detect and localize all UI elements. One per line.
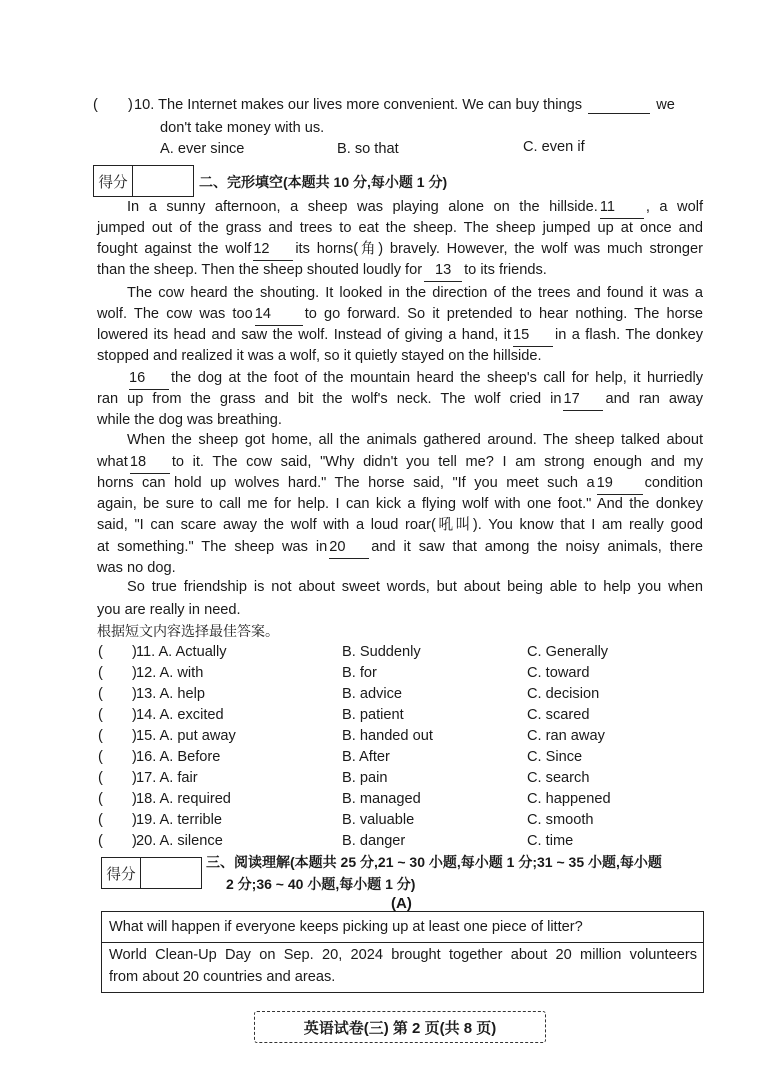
score-box-section3	[101, 857, 202, 889]
answer-paren-open: (	[98, 791, 103, 807]
passage-text: again, be sure to call me for help. I can kick a flying wolf with one foot." And the donkey	[97, 496, 703, 512]
option-c: C. smooth	[527, 812, 594, 828]
passage-line	[97, 600, 703, 621]
passage-text: at something." The sheep was in	[97, 539, 328, 555]
option-c: C. search	[527, 770, 590, 786]
answer-paren-open: (	[98, 686, 103, 702]
passage-line	[97, 260, 703, 282]
option-b: B. valuable	[342, 812, 415, 828]
option-a: 12. A. with	[136, 665, 204, 681]
passage-line	[127, 430, 703, 451]
cloze-blank[interactable]: 18	[130, 452, 170, 474]
passage-line	[127, 577, 703, 598]
part-label: (A)	[391, 895, 412, 912]
passage-line	[97, 346, 703, 367]
answer-paren-close: )	[132, 644, 137, 660]
passage-text: the dog at the foot of the mountain heard the sheep's call for help, it hurriedly	[171, 370, 703, 386]
cloze-blank[interactable]: 13	[424, 260, 462, 282]
option-c: C. ran away	[527, 728, 605, 744]
option-b: B. for	[342, 665, 377, 681]
passage-text: When the sheep got home, all the animals gathered around. The sheep talked about	[127, 432, 703, 448]
section2-heading: 二、完形填空(本题共 10 分,每小题 1 分)	[199, 174, 448, 190]
answer-paren-close: )	[132, 665, 137, 681]
passage-text: lowered its head and saw the wolf. Instead of giving a hand, it	[97, 327, 511, 343]
answer-paren-close: )	[128, 97, 133, 113]
passage-text: its horns(角) bravely. However, the wolf was much stronger	[295, 241, 703, 257]
passage-text: said, "I can scare away the wolf with a loud roar(吼叫). You know that I am really good	[97, 517, 703, 533]
reading-box	[101, 911, 704, 993]
option-row	[97, 747, 717, 768]
option-a: 16. A. Before	[136, 749, 221, 765]
passage-text: you are really in need.	[97, 602, 241, 618]
answer-paren-close: )	[132, 791, 137, 807]
option-row	[97, 726, 717, 747]
passage-line	[97, 494, 703, 515]
option-a: 13. A. help	[136, 686, 205, 702]
cloze-blank[interactable]: 17	[563, 389, 603, 411]
passage-line	[97, 515, 703, 536]
answer-paren-open: (	[98, 749, 103, 765]
q10-option-a: A. ever since	[160, 141, 245, 157]
passage-text: horns can hold up wolves hard." The horse said, "If you meet such a	[97, 475, 595, 491]
passage-text: The cow heard the shouting. It looked in the direction of the trees and found it was a	[127, 285, 703, 301]
cloze-blank[interactable]: 15	[513, 325, 553, 347]
passage-text: to go forward. So it pretended to hear nothing. The horse	[304, 306, 703, 322]
answer-paren-close: )	[132, 707, 137, 723]
cloze-blank[interactable]: 11	[600, 197, 644, 219]
score-input[interactable]	[141, 858, 201, 888]
reading-box-line1: World Clean-Up Day on Sep. 20, 2024 brought together about 20 million volunteers	[109, 947, 697, 963]
option-b: B. Suddenly	[342, 644, 421, 660]
passage-line	[97, 239, 703, 261]
option-row	[97, 810, 717, 831]
section3-heading-line1: 三、阅读理解(本题共 25 分,21 ~ 30 小题,每小题 1 分;31 ~ 35 小题,每小题	[206, 854, 662, 870]
reading-box-line2: from about 20 countries and areas.	[109, 969, 336, 985]
option-row	[97, 705, 717, 726]
answer-paren-close: )	[132, 728, 137, 744]
q10-stem: 10. The Internet makes our lives more convenient. We can buy things	[134, 97, 583, 113]
passage-line	[97, 558, 703, 579]
q10-blank[interactable]	[588, 97, 650, 114]
score-label: 得分	[94, 166, 133, 196]
option-row	[97, 768, 717, 789]
answer-paren-close: )	[132, 833, 137, 849]
passage-text: to its friends.	[464, 262, 547, 278]
option-c: C. happened	[527, 791, 611, 807]
answer-paren-close: )	[132, 770, 137, 786]
answer-paren-open: (	[98, 707, 103, 723]
passage-text: fought against the wolf	[97, 241, 252, 257]
q10-line2: don't take money with us.	[160, 120, 325, 136]
option-b: B. patient	[342, 707, 404, 723]
option-a: 15. A. put away	[136, 728, 236, 744]
cloze-blank[interactable]: 12	[253, 239, 293, 261]
passage-line	[97, 325, 703, 347]
passage-text: to it. The cow said, "Why didn't you tell me? I am strong enough and my	[171, 454, 703, 470]
cloze-blank[interactable]: 16	[129, 368, 169, 390]
passage-line	[97, 304, 703, 326]
passage-line	[97, 410, 703, 431]
option-c: C. Generally	[527, 644, 609, 660]
option-c: C. time	[527, 833, 574, 849]
answer-paren-open: (	[98, 770, 103, 786]
answer-paren-open: (	[98, 644, 103, 660]
passage-text: stopped and realized it was a wolf, so it quietly stayed on the hillside.	[97, 348, 542, 364]
option-c: C. toward	[527, 665, 590, 681]
option-b: B. pain	[342, 770, 388, 786]
option-row	[97, 684, 717, 705]
passage-line	[127, 283, 703, 304]
passage-line	[97, 452, 703, 474]
option-row	[97, 789, 717, 810]
option-c: C. decision	[527, 686, 600, 702]
answer-paren-close: )	[132, 812, 137, 828]
answer-paren-open: (	[98, 728, 103, 744]
option-b: B. danger	[342, 833, 406, 849]
answer-paren-open: (	[98, 665, 103, 681]
q10-option-c: C. even if	[523, 139, 585, 155]
answer-paren-close: )	[132, 749, 137, 765]
cloze-blank[interactable]: 14	[255, 304, 303, 326]
option-b: B. advice	[342, 686, 403, 702]
cloze-blank[interactable]: 19	[597, 473, 643, 495]
section3-heading-line2: 2 分;36 ~ 40 小题,每小题 1 分)	[226, 876, 416, 892]
q10-option-b: B. so that	[337, 141, 399, 157]
option-a: 20. A. silence	[136, 833, 223, 849]
passage-line	[97, 473, 703, 495]
score-label: 得分	[102, 858, 141, 888]
option-a: 17. A. fair	[136, 770, 198, 786]
option-row	[97, 831, 717, 852]
passage-line	[97, 218, 703, 239]
reading-box-title: What will happen if everyone keeps picking up at least one piece of litter?	[109, 919, 583, 935]
score-box-section2	[93, 165, 194, 197]
passage-line	[127, 197, 703, 219]
option-c: C. Since	[527, 749, 583, 765]
page-footer-text: 英语试卷(三) 第 2 页(共 8 页)	[303, 1019, 497, 1037]
q10-stem-end: we	[656, 97, 675, 113]
passage-text: jumped out of the grass and trees to eat the sheep. The sheep jumped up at once and	[97, 220, 703, 236]
passage-text: In a sunny afternoon, a sheep was playing alone on the hillside.	[127, 199, 598, 215]
passage-text: ran up from the grass and bit the wolf's neck. The wolf cried in	[97, 391, 562, 407]
answer-paren-open: (	[93, 97, 98, 113]
cloze-blank[interactable]: 20	[329, 537, 369, 559]
passage-text: , a wolf	[645, 199, 704, 215]
q10-line1	[134, 97, 675, 114]
page-footer	[254, 1011, 546, 1043]
reading-box-title-row	[102, 912, 703, 943]
passage-text: what	[97, 454, 128, 470]
passage-text: and ran away	[605, 391, 703, 407]
passage-line	[97, 537, 703, 559]
option-b: B. managed	[342, 791, 421, 807]
passage-text: while the dog was breathing.	[97, 412, 282, 428]
passage-text: and it saw that among the noisy animals, there	[371, 539, 704, 555]
score-input[interactable]	[133, 166, 193, 196]
passage-line	[127, 368, 703, 390]
option-row	[97, 642, 717, 663]
option-a: 19. A. terrible	[136, 812, 222, 828]
option-c: C. scared	[527, 707, 590, 723]
answer-paren-open: (	[98, 833, 103, 849]
option-row	[97, 663, 717, 684]
option-a: 14. A. excited	[136, 707, 224, 723]
option-b: B. handed out	[342, 728, 433, 744]
passage-text: was no dog.	[97, 560, 176, 576]
answer-paren-close: )	[132, 686, 137, 702]
passage-text: in a flash. The donkey	[554, 327, 703, 343]
passage-line	[97, 389, 703, 411]
option-a: 18. A. required	[136, 791, 231, 807]
passage-text: than the sheep. Then the sheep shouted loudly for	[97, 262, 423, 278]
option-b: B. After	[342, 749, 390, 765]
choose-instruction: 根据短文内容选择最佳答案。	[97, 623, 279, 639]
passage-text: condition	[644, 475, 703, 491]
option-a: 11. A. Actually	[136, 644, 227, 660]
passage-text: wolf. The cow was too	[97, 306, 253, 322]
passage-text: So true friendship is not about sweet words, but about being able to help you when	[127, 579, 703, 595]
answer-paren-open: (	[98, 812, 103, 828]
